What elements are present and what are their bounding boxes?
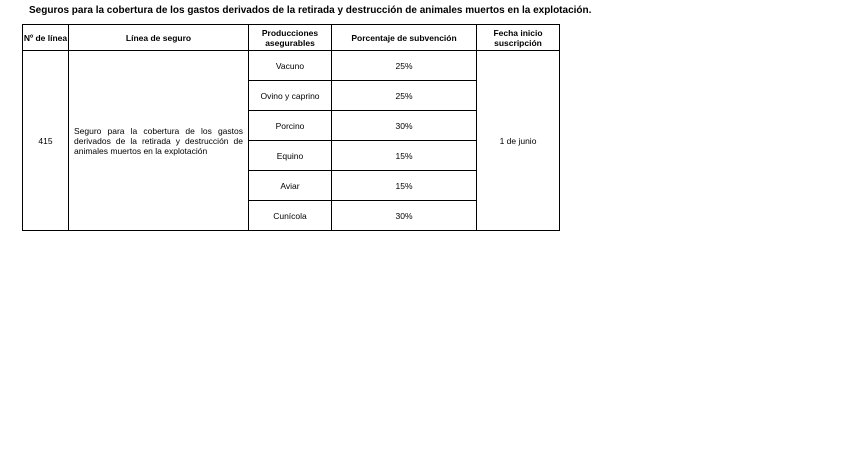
cell-fecha-inicio: 1 de junio bbox=[477, 51, 560, 231]
header-numero-linea: Nº de línea bbox=[23, 25, 69, 51]
header-linea-seguro: Línea de seguro bbox=[69, 25, 249, 51]
cell-porcentaje: 30% bbox=[332, 201, 477, 231]
cell-produccion: Ovino y caprino bbox=[249, 81, 332, 111]
header-porcentaje: Porcentaje de subvención bbox=[332, 25, 477, 51]
cell-produccion: Porcino bbox=[249, 111, 332, 141]
cell-produccion: Equino bbox=[249, 141, 332, 171]
header-fecha-inicio: Fecha inicio suscripción bbox=[477, 25, 560, 51]
cell-numero-linea: 415 bbox=[23, 51, 69, 231]
cell-produccion: Vacuno bbox=[249, 51, 332, 81]
subsidy-table bbox=[22, 24, 560, 231]
table-header-row bbox=[23, 25, 560, 51]
document-title: Seguros para la cobertura de los gastos derivados de la retirada y destrucción de animales muertos en la explotación. bbox=[29, 5, 592, 16]
table-row bbox=[23, 51, 560, 81]
cell-produccion: Aviar bbox=[249, 171, 332, 201]
cell-linea-seguro: Seguro para la cobertura de los gastos derivados de la retirada y destrucción de animales muertos en la explotación bbox=[69, 51, 249, 231]
cell-porcentaje: 25% bbox=[332, 81, 477, 111]
cell-produccion: Cunícola bbox=[249, 201, 332, 231]
header-producciones: Producciones asegurables bbox=[249, 25, 332, 51]
cell-porcentaje: 15% bbox=[332, 171, 477, 201]
cell-porcentaje: 15% bbox=[332, 141, 477, 171]
cell-porcentaje: 25% bbox=[332, 51, 477, 81]
cell-porcentaje: 30% bbox=[332, 111, 477, 141]
